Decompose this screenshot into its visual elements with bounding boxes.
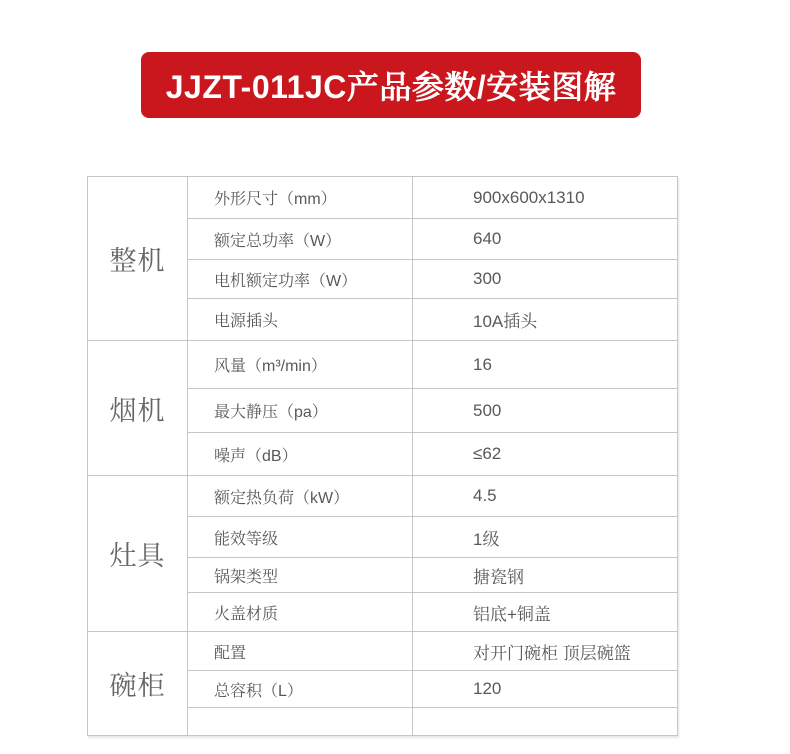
spec-value: 4.5 [413, 476, 678, 517]
spec-label: 锅架类型 [188, 558, 413, 593]
table-row [88, 341, 678, 389]
category-cell-2: 灶具 [88, 476, 188, 632]
spec-value: 900x600x1310 [413, 177, 678, 219]
spec-value [413, 708, 678, 736]
spec-table [87, 176, 678, 736]
spec-label: 额定热负荷（kW） [188, 476, 413, 517]
category-cell-1: 烟机 [88, 341, 188, 476]
spec-label: 配置 [188, 632, 413, 671]
spec-label: 噪声（dB） [188, 433, 413, 476]
spec-label: 额定总功率（W） [188, 219, 413, 260]
spec-value: 铝底+铜盖 [413, 593, 678, 632]
section-title: JJZT-011JC产品参数/安装图解 [165, 69, 617, 105]
spec-value: 16 [413, 341, 678, 389]
spec-label: 风量（m³/min） [188, 341, 413, 389]
table-row [88, 177, 678, 219]
spec-value: 640 [413, 219, 678, 260]
section-title-banner [141, 52, 641, 118]
spec-value: 10A插头 [413, 299, 678, 341]
spec-label: 电机额定功率（W） [188, 260, 413, 299]
spec-value: 搪瓷钢 [413, 558, 678, 593]
category-cell-0: 整机 [88, 177, 188, 341]
spec-value: 300 [413, 260, 678, 299]
category-cell-3: 碗柜 [88, 632, 188, 736]
spec-value: 1级 [413, 517, 678, 558]
spec-label: 最大静压（pa） [188, 389, 413, 433]
spec-value: ≤62 [413, 433, 678, 476]
spec-value: 对开门碗柜 顶层碗篮 [413, 632, 678, 671]
table-row [88, 476, 678, 517]
spec-label: 能效等级 [188, 517, 413, 558]
table-row [88, 632, 678, 671]
spec-label: 电源插头 [188, 299, 413, 341]
spec-label [188, 708, 413, 736]
spec-label: 火盖材质 [188, 593, 413, 632]
spec-label: 总容积（L） [188, 671, 413, 708]
spec-value: 500 [413, 389, 678, 433]
spec-label: 外形尺寸（mm） [188, 177, 413, 219]
spec-value: 120 [413, 671, 678, 708]
